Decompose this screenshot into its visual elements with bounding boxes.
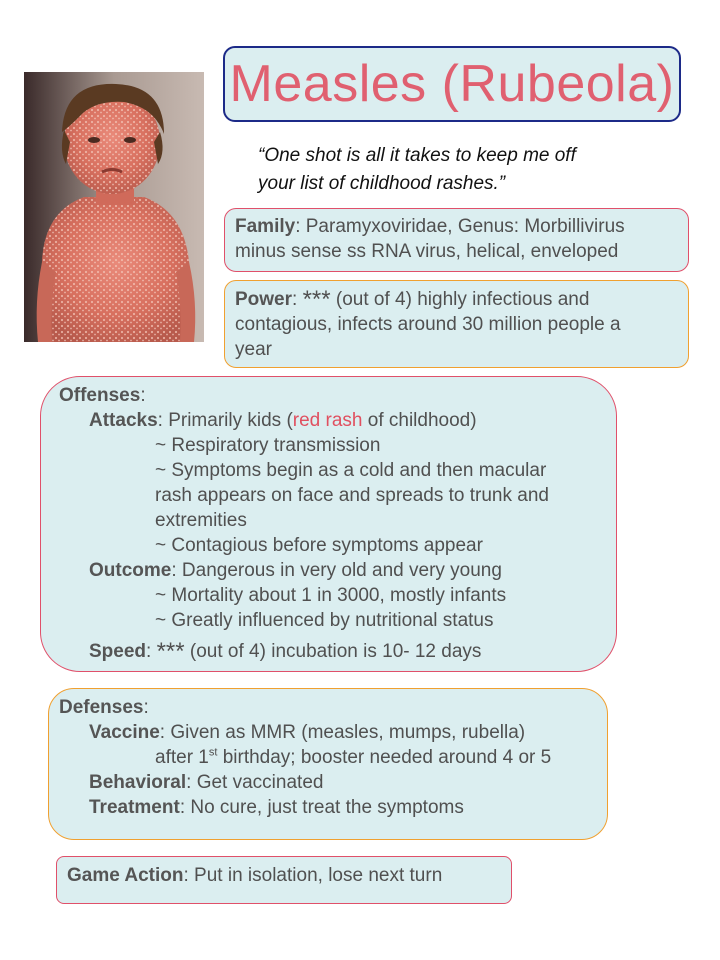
family-line-2: minus sense ss RNA virus, helical, enveloped <box>235 241 619 262</box>
attacks-item: ~ Respiratory transmission <box>155 435 381 456</box>
family-line-1 <box>235 214 688 239</box>
family-label: Family <box>235 216 296 237</box>
speed-text: (out of 4) incubation is 10- 12 days <box>184 641 482 662</box>
child-photo-image <box>24 72 204 342</box>
speed-stars: *** <box>156 638 185 665</box>
vaccine-line-2 <box>59 745 607 770</box>
quote-line-2: your list of childhood rashes.” <box>258 173 506 194</box>
behavioral-label: Behavioral <box>89 772 187 793</box>
outcome-label: Outcome <box>89 560 172 581</box>
offenses-label: Offenses <box>59 385 141 406</box>
power-box <box>224 280 689 368</box>
game-action-text: : Put in isolation, lose next turn <box>183 865 443 886</box>
vaccine-line-2-post: birthday; booster needed around 4 or 5 <box>217 747 552 768</box>
game-action-line <box>67 863 511 888</box>
vaccine-line <box>59 720 607 745</box>
offenses-label-colon: : <box>140 385 146 406</box>
treatment-text: : No cure, just treat the symptoms <box>179 797 464 818</box>
attacks-text-post: of childhood) <box>362 410 477 431</box>
outcome-item: ~ Mortality about 1 in 3000, mostly infants <box>155 585 507 606</box>
power-label: Power <box>235 289 293 310</box>
vaccine-text: : Given as MMR (measles, mumps, rubella) <box>159 722 526 743</box>
quote <box>258 142 678 198</box>
power-stars: *** <box>302 286 331 313</box>
outcome-item: ~ Greatly influenced by nutritional status <box>155 610 494 631</box>
speed-label: Speed <box>89 641 147 662</box>
game-action-label: Game Action <box>67 865 184 886</box>
quote-line-1: “One shot is all it takes to keep me off <box>258 145 576 166</box>
vaccine-label: Vaccine <box>89 722 160 743</box>
speed-line <box>59 637 616 664</box>
treatment-line <box>59 795 607 820</box>
defenses-heading <box>59 695 607 720</box>
behavioral-text: : Get vaccinated <box>186 772 324 793</box>
defenses-box <box>48 688 608 840</box>
attacks-item: ~ Symptoms begin as a cold and then macular <box>155 460 547 481</box>
power-line-3: year <box>235 339 272 360</box>
power-line-2: contagious, infects around 30 million people a <box>235 314 621 335</box>
child-photo <box>24 72 204 342</box>
defenses-label: Defenses <box>59 697 144 718</box>
behavioral-line <box>59 770 607 795</box>
family-text-1: : Paramyxoviridae, Genus: Morbillivirus <box>295 216 625 237</box>
defenses-label-colon: : <box>143 697 149 718</box>
game-action-box <box>56 856 512 904</box>
outcome-line <box>59 558 616 583</box>
power-colon: : <box>292 289 303 310</box>
offenses-box <box>40 376 617 672</box>
attacks-item: ~ Contagious before symptoms appear <box>155 535 483 556</box>
attacks-item: rash appears on face and spreads to trunk and <box>155 485 549 506</box>
power-text-1: (out of 4) highly infectious and <box>330 289 590 310</box>
title-box <box>223 46 681 122</box>
attacks-item: extremities <box>155 510 247 531</box>
vaccine-line-2-sup: st <box>208 746 218 759</box>
attacks-red-rash: red rash <box>292 410 363 431</box>
attacks-text-pre: : Primarily kids ( <box>157 410 293 431</box>
outcome-text: : Dangerous in very old and very young <box>171 560 502 581</box>
attacks-line <box>59 408 616 433</box>
vaccine-line-2-pre: after 1 <box>155 747 209 768</box>
treatment-label: Treatment <box>89 797 180 818</box>
attacks-label: Attacks <box>89 410 158 431</box>
offenses-heading <box>59 383 616 408</box>
speed-colon: : <box>146 641 157 662</box>
page-title: Measles (Rubeola) <box>229 55 675 113</box>
power-line-1 <box>235 285 688 312</box>
family-box <box>224 208 689 272</box>
